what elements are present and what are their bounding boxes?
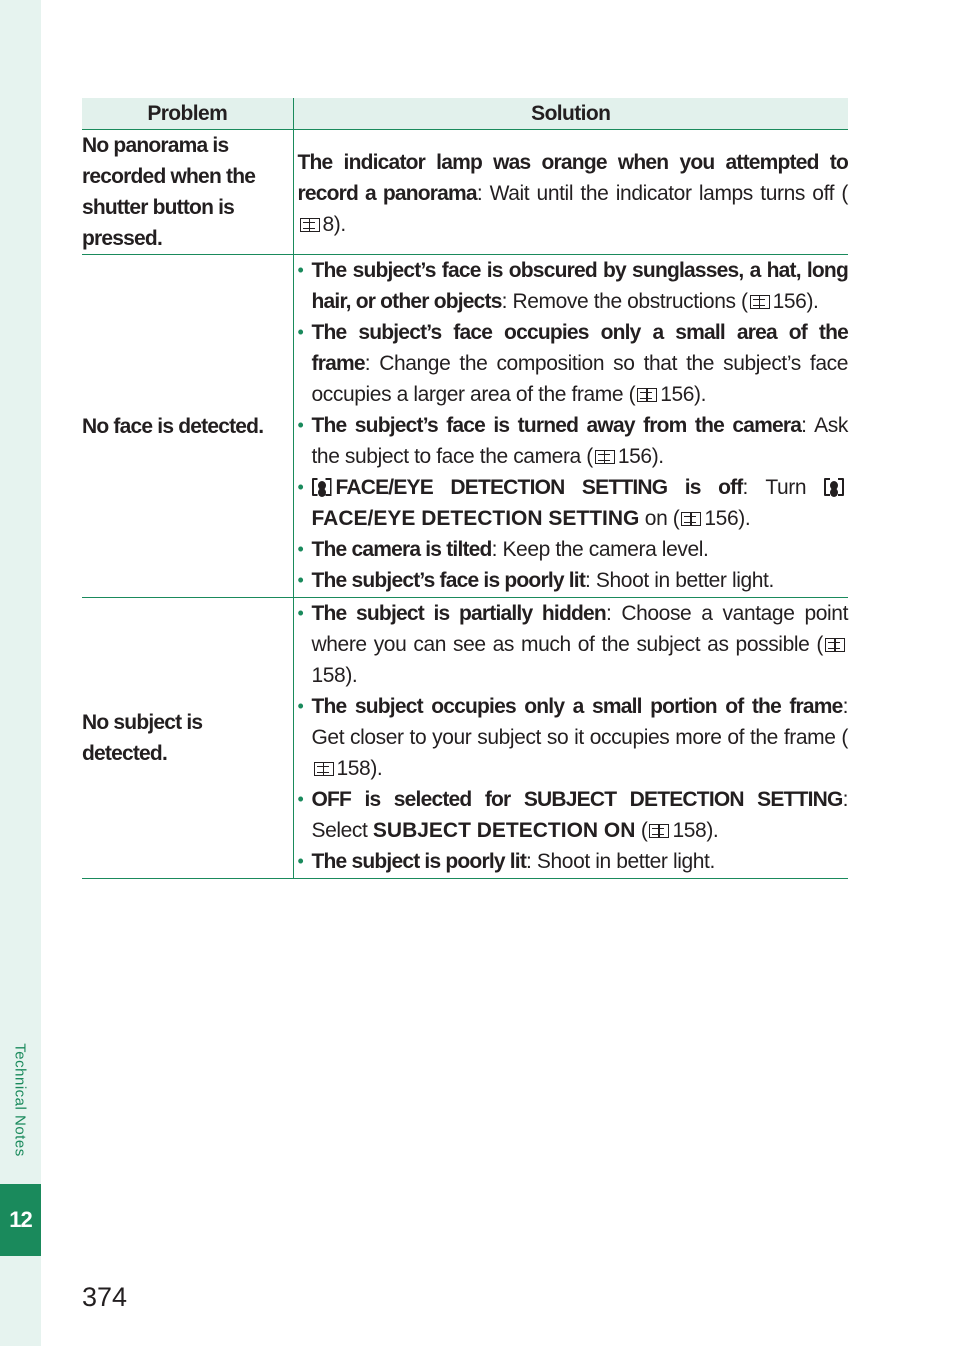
table-header-row bbox=[82, 98, 848, 130]
list-item bbox=[298, 691, 849, 784]
item-end: ). bbox=[738, 507, 751, 530]
problem-cell: No face is detected. bbox=[82, 255, 293, 598]
bullet-icon: • bbox=[297, 696, 304, 716]
book-icon bbox=[637, 388, 657, 402]
item-bold: The subject is partially hidden bbox=[311, 602, 606, 625]
item-end: ). bbox=[694, 383, 707, 406]
problem-cell: No subject is detected. bbox=[82, 598, 293, 879]
header-problem: Problem bbox=[82, 98, 293, 130]
item-text: : Change the composition so that the subject’s face occupies a larger area of the frame ( bbox=[311, 352, 848, 406]
item-text: : Get closer to your subject so it occupies more of the frame ( bbox=[311, 695, 848, 749]
face-detection-icon bbox=[824, 478, 844, 496]
bullet-icon: • bbox=[297, 570, 304, 590]
table-row bbox=[82, 255, 848, 598]
bullet-icon: • bbox=[297, 415, 304, 435]
solution-cell bbox=[293, 255, 848, 598]
page-number: 374 bbox=[82, 1282, 128, 1312]
list-item bbox=[298, 846, 849, 877]
bullet-icon: • bbox=[297, 539, 304, 559]
solution-list bbox=[298, 255, 849, 597]
solution-bold: The indicator lamp was orange when you attempted to record a panorama bbox=[297, 150, 848, 205]
list-item bbox=[298, 598, 849, 691]
item-text: ( bbox=[635, 819, 648, 842]
setting-name: SUBJECT DETECTION ON bbox=[372, 819, 636, 842]
page-ref: 158 bbox=[672, 819, 707, 842]
bullet-icon: • bbox=[297, 477, 304, 497]
item-end: ). bbox=[806, 290, 819, 313]
solution-cell bbox=[293, 130, 848, 255]
page-ref: 156 bbox=[660, 383, 695, 406]
setting-name: FACE/EYE DETECTION SETTING bbox=[311, 507, 640, 530]
list-item bbox=[298, 317, 849, 410]
item-text: : Shoot in better light. bbox=[585, 569, 774, 592]
item-bold: The subject’s face is obscured by sunglasses, a hat, long hair, or other objects bbox=[311, 259, 848, 313]
item-text: : Keep the camera level. bbox=[491, 538, 709, 561]
book-icon bbox=[300, 218, 320, 232]
table-row bbox=[82, 130, 848, 255]
list-item bbox=[298, 255, 849, 317]
book-icon bbox=[825, 638, 845, 652]
solution-list bbox=[298, 598, 849, 878]
list-item bbox=[298, 534, 849, 565]
solution-text: : Wait until the indicator lamps turns off ( bbox=[476, 181, 849, 205]
item-end: ). bbox=[651, 445, 664, 468]
book-icon bbox=[314, 762, 334, 776]
item-end: ). bbox=[706, 819, 719, 842]
list-item bbox=[298, 472, 849, 534]
book-icon bbox=[681, 512, 701, 526]
page-ref: 158 bbox=[336, 757, 371, 780]
item-text: : Shoot in better light. bbox=[526, 850, 715, 873]
list-item bbox=[298, 410, 849, 472]
page-ref: 158 bbox=[311, 664, 346, 687]
book-icon bbox=[649, 824, 669, 838]
item-text: : Ask the subject to face the camera ( bbox=[311, 414, 848, 468]
chapter-tab: 12 bbox=[0, 1184, 41, 1256]
item-bold: The subject’s face is turned away from the camera bbox=[311, 414, 802, 437]
bullet-icon: • bbox=[297, 851, 304, 871]
item-bold: The subject occupies only a small portion of the frame bbox=[311, 695, 843, 718]
troubleshooting-table bbox=[82, 98, 848, 879]
item-bold: OFF is selected for SUBJECT DETECTION SETTING bbox=[311, 788, 843, 811]
item-text: : Choose a vantage point where you can see as much of the subject as possible ( bbox=[311, 602, 849, 656]
list-item bbox=[298, 565, 849, 596]
item-bold: FACE/EYE DETECTION SETTING is off bbox=[335, 476, 743, 499]
item-text: : Turn bbox=[742, 476, 824, 499]
book-icon bbox=[750, 295, 770, 309]
page-ref: 156 bbox=[617, 445, 652, 468]
item-text: : Remove the obstructions ( bbox=[501, 290, 748, 313]
item-bold: The camera is tilted bbox=[311, 538, 492, 561]
solution-end: ). bbox=[333, 212, 346, 236]
table-row bbox=[82, 598, 848, 879]
item-bold: The subject is poorly lit bbox=[311, 850, 527, 873]
item-bold: The subject’s face occupies only a small area of the frame bbox=[311, 321, 848, 375]
header-solution: Solution bbox=[293, 98, 848, 130]
item-bold: The subject’s face is poorly lit bbox=[311, 569, 586, 592]
page-ref: 156 bbox=[704, 507, 739, 530]
section-label: Technical Notes bbox=[11, 1043, 29, 1157]
book-icon bbox=[595, 450, 615, 464]
list-item bbox=[298, 784, 849, 846]
bullet-icon: • bbox=[297, 603, 304, 623]
page-ref: 156 bbox=[772, 290, 807, 313]
item-text: on ( bbox=[639, 507, 680, 530]
item-text: : Select bbox=[311, 788, 848, 842]
bullet-icon: • bbox=[297, 789, 304, 809]
bullet-icon: • bbox=[297, 322, 304, 342]
problem-cell: No panorama is recorded when the shutter button is pressed. bbox=[82, 130, 293, 255]
bullet-icon: • bbox=[297, 260, 304, 280]
page-ref: 8 bbox=[322, 212, 334, 236]
solution-cell bbox=[293, 598, 848, 879]
face-detection-icon bbox=[312, 478, 332, 496]
item-end: ). bbox=[370, 757, 383, 780]
item-end: ). bbox=[345, 664, 358, 687]
